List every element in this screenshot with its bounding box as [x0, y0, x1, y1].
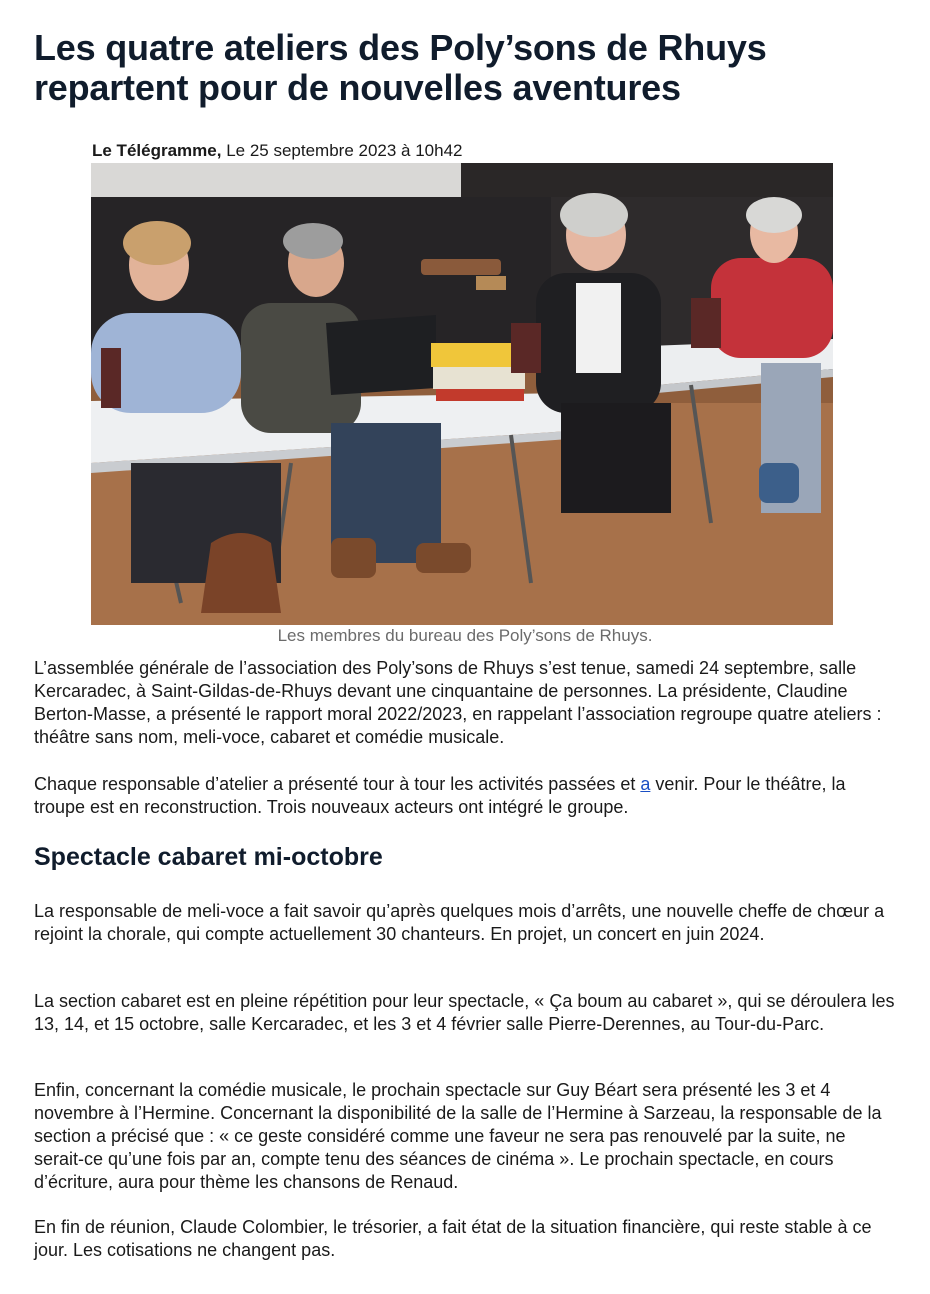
paragraph-2-text-end: venir. Pour le théâtre, la troupe est en reconstruction. Trois nouveaux acteurs ont intégré le groupe. [34, 774, 846, 817]
paragraph-2 [34, 773, 900, 819]
paragraph-3: La responsable de meli-voce a fait savoir qu’après quelques mois d’arrêts, une nouvelle cheffe de chœur a rejoint la chorale, qui compte actuellement 30 chanteurs. En projet, un concert en juin 2024. [34, 901, 885, 944]
paragraph-2-text-start: Chaque responsable d’atelier a présenté tour à tour les activités passées et [34, 774, 641, 794]
source-name: Le Télégramme, [92, 141, 222, 160]
article-title: Les quatre ateliers des Poly’sons de Rhuys repartent pour de nouvelles aventures [34, 27, 767, 108]
section-subheading: Spectacle cabaret mi-octobre [34, 843, 383, 871]
article-photo [91, 163, 833, 625]
photo-caption: Les membres du bureau des Poly’sons de Rhuys. [277, 626, 653, 645]
publication-date: Le 25 septembre 2023 à 10h42 [226, 141, 463, 160]
inline-link[interactable]: a [640, 774, 651, 794]
paragraph-1: L’assemblée générale de l’association des Poly’sons de Rhuys s’est tenue, samedi 24 septembre, salle Kercaradec, à Saint-Gildas-de-Rhuys devant une cinquantaine de personnes. La présidente, Claudine Berton-Masse, a présenté le rapport moral 2022/2023, en rappelant l’association regroupe quatre ateliers : théâtre sans nom, meli-voce, cabaret et comédie musicale. [34, 658, 882, 747]
paragraph-5: Enfin, concernant la comédie musicale, le prochain spectacle sur Guy Béart sera présenté les 3 et 4 novembre à l’Hermine. Concernant la disponibilité de la salle de l’Hermine à Sarzeau, la responsable de la section a précisé que : « ce geste considéré comme une faveur ne sera pas renouvelé par la suite, ne serait-ce qu’une fois par an, compte tenu des séances de cinéma ». Le prochain spectacle, en cours d’écriture, aura pour thème les chansons de Renaud. [34, 1080, 882, 1192]
byline [92, 141, 463, 161]
paragraph-6: En fin de réunion, Claude Colombier, le trésorier, a fait état de la situation financière, qui reste stable à ce jour. Les cotisations ne changent pas. [34, 1217, 872, 1260]
meeting-photo-illustration [91, 163, 833, 625]
paragraph-4: La section cabaret est en pleine répétition pour leur spectacle, « Ça boum au cabaret », qui se déroulera les 13, 14, et 15 octobre, salle Kercaradec, et les 3 et 4 février salle Pierre-Derennes, au Tour-du-Parc. [34, 991, 895, 1034]
